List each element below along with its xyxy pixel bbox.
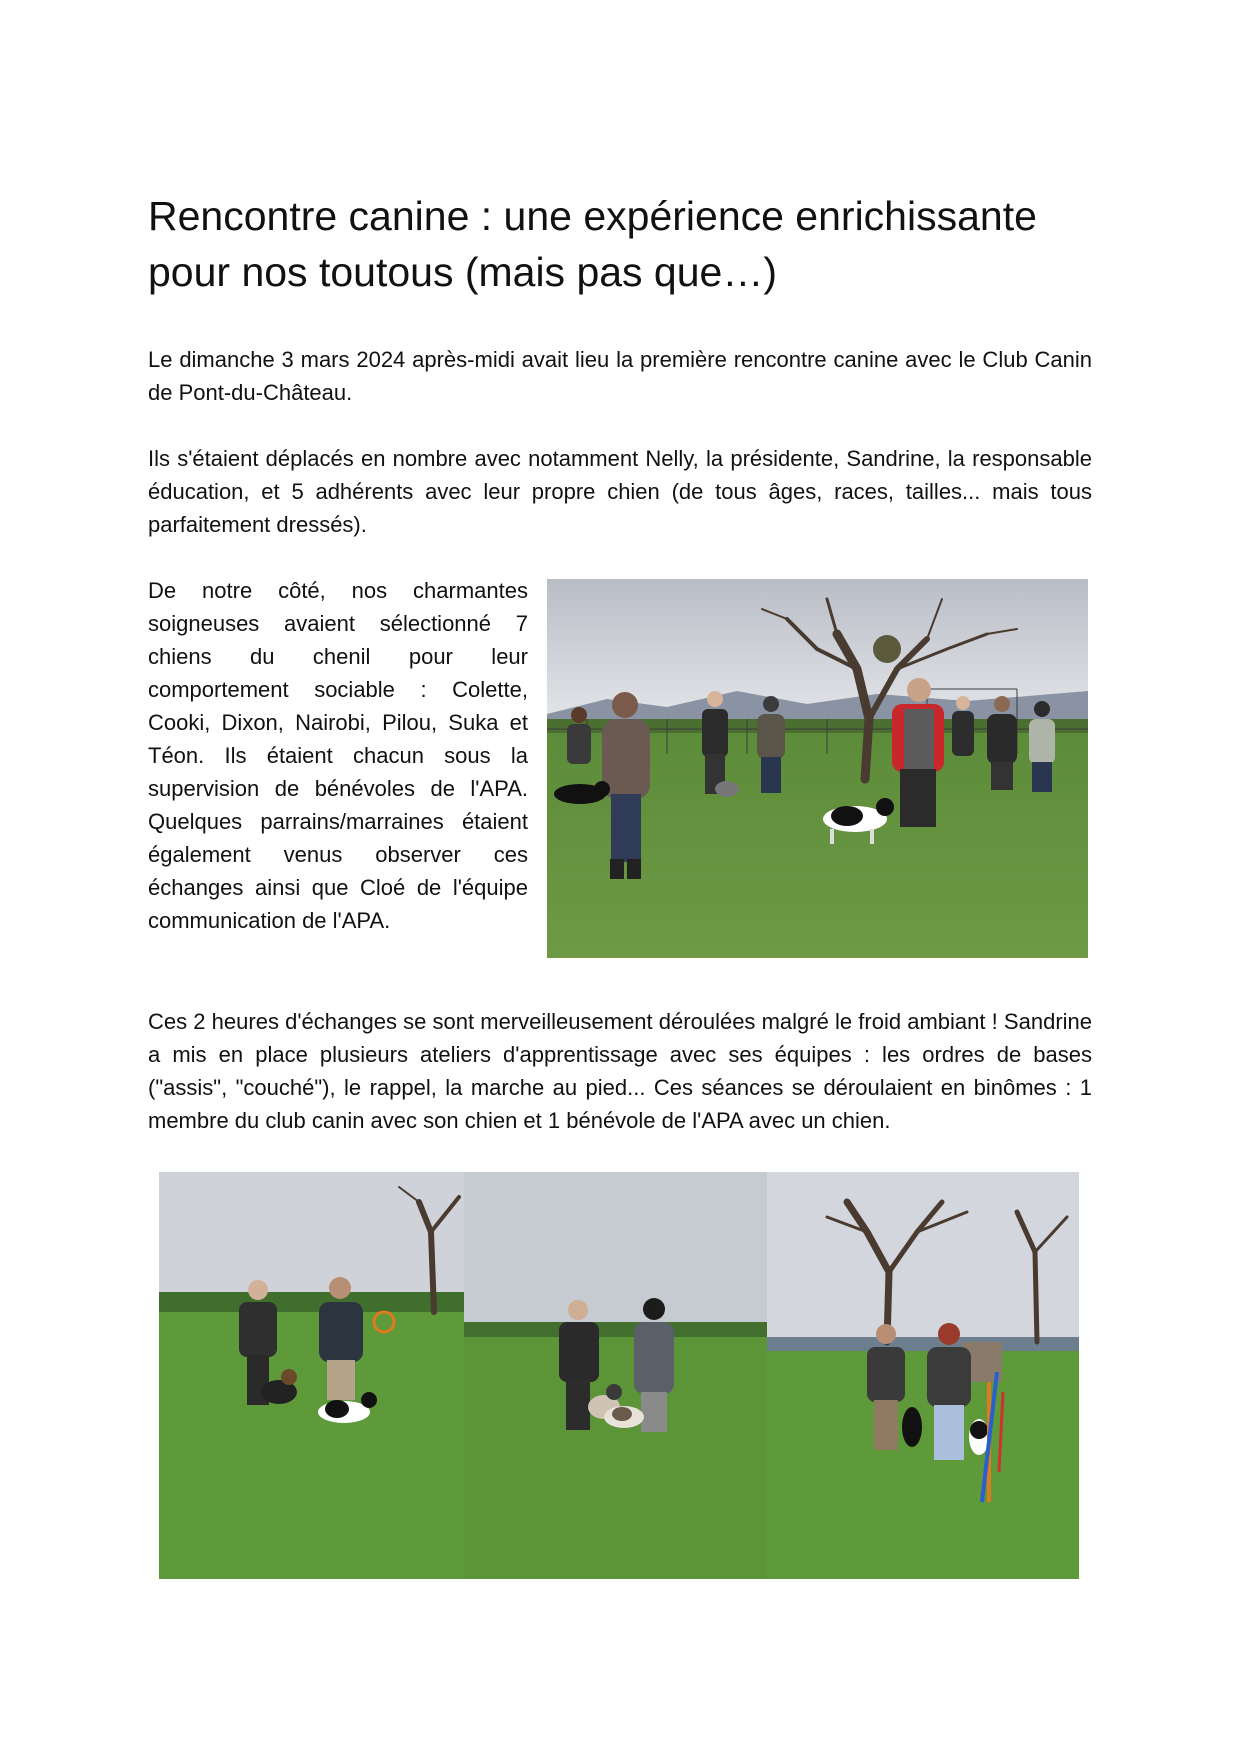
- paragraph-club-visitors: Ils s'étaient déplacés en nombre avec notamment Nelly, la présidente, Sandrine, la responsable éducation, et 5 adhérents avec leur propre chien (de tous âges, races, tailles... mais tous parfaitement dressés).: [148, 446, 1092, 537]
- photo-group-meeting: [547, 579, 1088, 958]
- photo-pair-training-1: [159, 1172, 464, 1579]
- paragraph-workshops: Ces 2 heures d'échanges se sont merveilleusement déroulées malgré le froid ambiant ! Sandrine a mis en place plusieurs ateliers d'apprentissage avec ses équipes : les ordres de bases ("assis", "couché"), le rappel, la marche au pied... Ces séances se déroulaient en binômes : 1 membre du club canin avec son chien et 1 bénévole de l'APA avec un chien.: [148, 1009, 1092, 1133]
- article-title: Rencontre canine : une expérience enrichissante pour nos toutous (mais pas que…): [148, 193, 1037, 295]
- paragraph-shelter-dogs: De notre côté, nos charmantes soigneuses avaient sélectionné 7 chiens du chenil pour leur comportement sociable : Colette, Cooki, Dixon, Nairobi, Pilou, Suka et Téon. Ils étaient chacun sous la supervision de bénévoles de l'APA. Quelques parrains/marraines étaient également venus observer ces échanges ainsi que Cloé de l'équipe communication de l'APA.: [148, 578, 528, 933]
- paragraph-intro: Le dimanche 3 mars 2024 après-midi avait lieu la première rencontre canine avec le Club Canin de Pont-du-Château.: [148, 347, 1092, 405]
- photo-pair-training-3: [767, 1172, 1079, 1579]
- photo-pair-training-2: [464, 1172, 767, 1579]
